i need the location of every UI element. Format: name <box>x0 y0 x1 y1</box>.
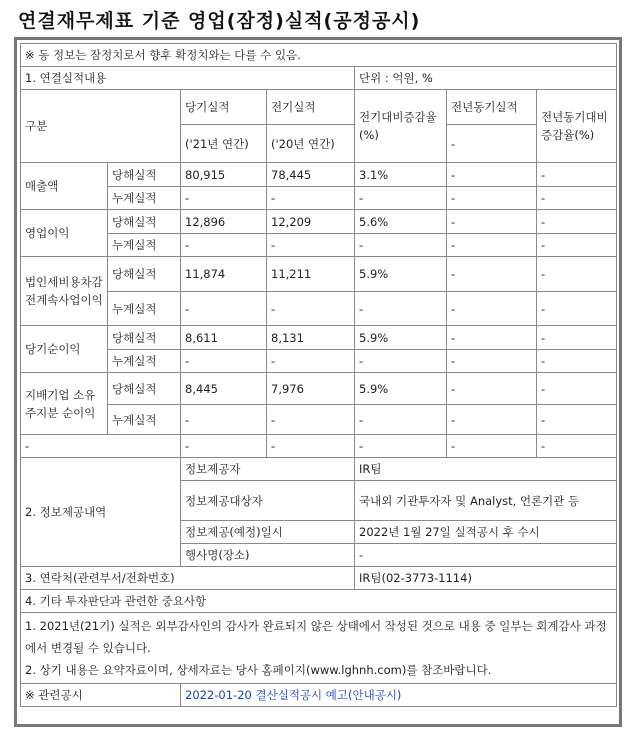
cell-value: 7,976 <box>267 373 355 405</box>
row-sub: 당해실적 <box>108 326 181 350</box>
cell-value: - <box>447 163 537 187</box>
cell-value: - <box>447 373 537 405</box>
cell-value: - <box>537 234 617 257</box>
row-sub: 당해실적 <box>108 210 181 234</box>
section-4-title: 4. 기타 투자판단과 관련한 중요사항 <box>21 590 617 613</box>
info-label: 행사명(장소) <box>181 544 355 567</box>
cell-value: - <box>355 234 447 257</box>
cell-value: - <box>447 257 537 292</box>
cell-value: 12,209 <box>267 210 355 234</box>
cell-value: - <box>267 292 355 326</box>
row-label: 법인세비용차감전계속사업이익 <box>21 257 108 326</box>
cell-value: 12,896 <box>181 210 267 234</box>
cell-value: 8,131 <box>267 326 355 350</box>
cell-value: - <box>355 350 447 373</box>
cell-value: - <box>181 350 267 373</box>
cell-value: 11,874 <box>181 257 267 292</box>
cell-value: - <box>537 257 617 292</box>
cell-value: 11,211 <box>267 257 355 292</box>
notice-row: ※ 동 정보는 잠정치로서 향후 확정치와는 다를 수 있음. <box>21 44 617 67</box>
cell-value: - <box>447 210 537 234</box>
cell-value: 8,611 <box>181 326 267 350</box>
cell-value: 8,445 <box>181 373 267 405</box>
cell-value: - <box>267 234 355 257</box>
info-label: 정보제공자 <box>181 458 355 481</box>
cell-value: - <box>447 405 537 435</box>
cell-value: - <box>267 187 355 210</box>
cell-value: - <box>181 187 267 210</box>
cell-value: - <box>181 234 267 257</box>
cell-value: - <box>537 373 617 405</box>
row-sub: 당해실적 <box>108 373 181 405</box>
row-sub: 누계실적 <box>108 405 181 435</box>
unit-label: 단위 : 억원, % <box>355 67 617 90</box>
header-current: 당기실적 <box>181 90 267 125</box>
header-previous: 전기실적 <box>267 90 355 125</box>
cell-value: 5.6% <box>355 210 447 234</box>
row-label: 당기순이익 <box>21 326 108 373</box>
row-label: 매출액 <box>21 163 108 210</box>
cell-value: - <box>447 435 537 458</box>
cell-value: 5.9% <box>355 326 447 350</box>
row-sub: 누계실적 <box>108 292 181 326</box>
cell-value: - <box>355 292 447 326</box>
header-yoy: 전년동기실적 <box>447 90 537 125</box>
cell-value: - <box>537 210 617 234</box>
cell-value: - <box>355 187 447 210</box>
cell-value: 78,445 <box>267 163 355 187</box>
cell-value: - <box>447 187 537 210</box>
cell-value: - <box>537 350 617 373</box>
row-label: 지배기업 소유주지분 순이익 <box>21 373 108 435</box>
section-1-title: 1. 연결실적내용 <box>21 67 355 90</box>
cell-value: - <box>447 292 537 326</box>
section-2-title: 2. 정보제공내역 <box>21 458 181 567</box>
header-previous-period: ('20년 연간) <box>267 125 355 163</box>
header-category: 구분 <box>21 90 181 163</box>
header-change: 전기대비증감율(%) <box>355 90 447 163</box>
row-sub: 누계실적 <box>108 350 181 373</box>
contact-value: IR팀(02-3773-1114) <box>355 567 617 590</box>
cell-value: - <box>537 405 617 435</box>
cell-value: - <box>537 292 617 326</box>
cell-value: - <box>537 163 617 187</box>
section-4-notes <box>21 613 617 684</box>
info-value: 2022년 1월 27일 실적공시 후 수시 <box>355 521 617 544</box>
header-yoy-sub: - <box>447 125 537 163</box>
page-title: 연결재무제표 기준 영업(잠정)실적(공정공시) <box>18 10 421 32</box>
note-2: 2. 상기 내용은 요약자료이며, 상세자료는 당사 홈페이지(www.lghnh.com)를 참조바랍니다. <box>25 663 492 677</box>
cell-value: - <box>537 326 617 350</box>
cell-value: - <box>181 405 267 435</box>
related-link[interactable]: 2022-01-20 결산실적공시 예고(안내공시) <box>181 684 617 707</box>
info-value: 국내외 기관투자자 및 Analyst, 언론기관 등 <box>355 481 617 521</box>
cell-value: - <box>447 350 537 373</box>
info-value: - <box>355 544 617 567</box>
cell-value: - <box>267 350 355 373</box>
row-sub: 누계실적 <box>108 187 181 210</box>
cell-value: - <box>355 435 447 458</box>
cell-value: - <box>181 292 267 326</box>
row-sub: 당해실적 <box>108 257 181 292</box>
cell-value: - <box>21 435 181 458</box>
cell-value: 80,915 <box>181 163 267 187</box>
cell-value: 5.9% <box>355 257 447 292</box>
header-current-period: ('21년 연간) <box>181 125 267 163</box>
cell-value: - <box>181 435 267 458</box>
cell-value: - <box>537 435 617 458</box>
header-yoy-change: 전년동기대비증감율(%) <box>537 90 617 163</box>
cell-value: - <box>267 405 355 435</box>
info-label: 정보제공대상자 <box>181 481 355 521</box>
section-3-title: 3. 연락처(관련부서/전화번호) <box>21 567 355 590</box>
row-sub: 당해실적 <box>108 163 181 187</box>
cell-value: - <box>267 435 355 458</box>
cell-value: - <box>447 234 537 257</box>
info-value: IR팀 <box>355 458 617 481</box>
row-label: 영업이익 <box>21 210 108 257</box>
cell-value: 3.1% <box>355 163 447 187</box>
cell-value: - <box>537 187 617 210</box>
cell-value: 5.9% <box>355 373 447 405</box>
info-label: 정보제공(예정)일시 <box>181 521 355 544</box>
note-1: 1. 2021년(21기) 실적은 외부감사인의 감사가 완료되지 않은 상태에서 작성된 것으로 내용 중 일부는 회계감사 과정에서 변경될 수 있습니다. <box>25 619 607 655</box>
report-table <box>20 43 617 707</box>
related-label: ※ 관련공시 <box>21 684 181 707</box>
cell-value: - <box>447 326 537 350</box>
row-sub: 누계실적 <box>108 234 181 257</box>
cell-value: - <box>355 405 447 435</box>
